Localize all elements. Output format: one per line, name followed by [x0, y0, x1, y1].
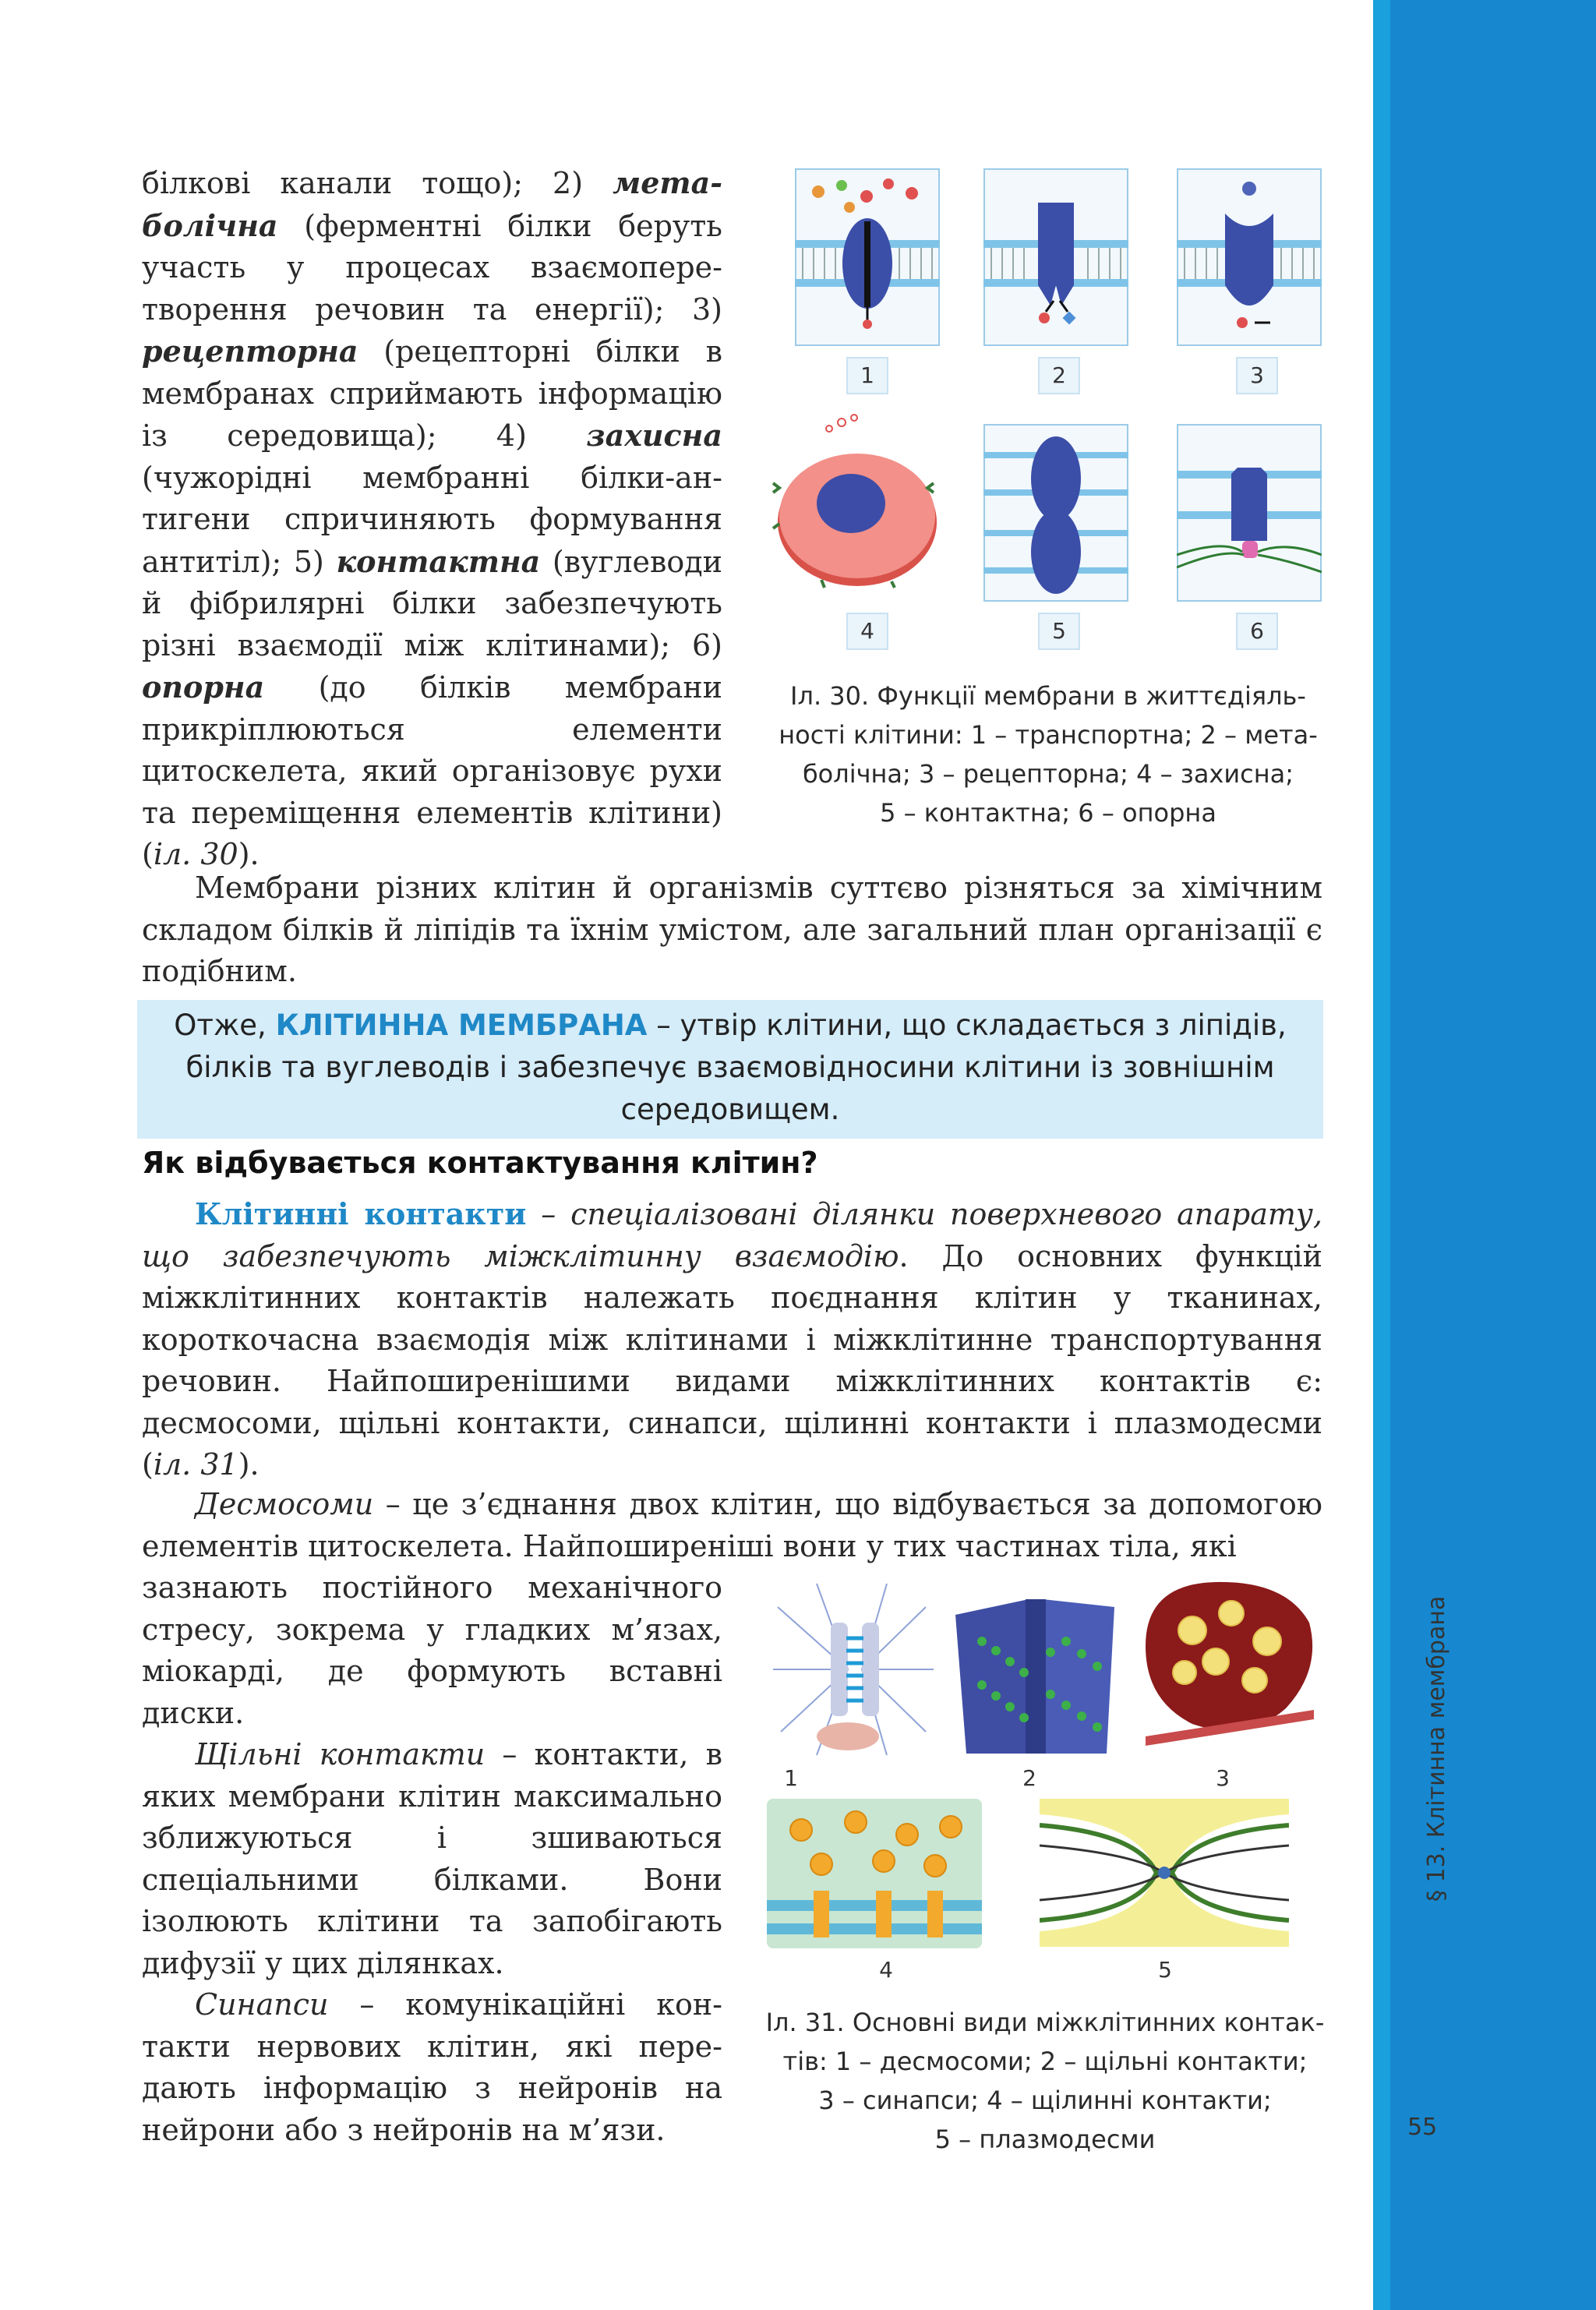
fig30-panel-2-metabolic: [983, 168, 1128, 346]
term-support: опорна: [142, 669, 265, 705]
term-synapses: Синапси: [195, 1987, 329, 2022]
figure-reference: іл. 30: [153, 837, 238, 871]
figure-reference: іл. 31: [153, 1447, 238, 1482]
caption-line: болічна; 3 – рецепторна; 4 – захисна;: [802, 759, 1294, 789]
contacts-definition: – спеціалізовані ділянки поверхневого апарату, що забезпечують міжклітинну взаємодію: [142, 1197, 1323, 1273]
summary-term: КЛІТИННА МЕМБРАНА: [275, 1008, 648, 1042]
fig30-panel-6-support: [1177, 424, 1322, 602]
fig30-number-3: 3: [1236, 357, 1278, 394]
fig30-panel-4-protective: [767, 411, 946, 592]
fig30-caption: [764, 676, 1333, 832]
caption-line: 5 – плазмодесми: [934, 2125, 1156, 2154]
side-strip: [1390, 0, 1596, 2310]
fig31-panel-4-gap-junction: [767, 1799, 982, 1948]
text-run: – контакти, в яких мембрани клітин максимально зближуються і зшиваються спеціальними білками. Вони ізолюють клітини та запобігають дифузії у цих ділянках.: [142, 1737, 722, 1980]
fig30-number-4: 4: [846, 613, 888, 650]
caption-line: 3 – синапси; 4 – щілинні контакти;: [818, 2086, 1272, 2115]
summary-rest: – утвір клітини, що складається з ліпідів, білків та вуглеводів і забезпечує взаємовідносини клітини із зовнішнім середовищем.: [185, 1008, 1287, 1126]
fig30-number-5: 5: [1038, 613, 1080, 650]
contacts-paragraph: [142, 1193, 1322, 1486]
section-heading: Як відбувається контактування клітин?: [142, 1146, 818, 1180]
side-strip-inner: [1373, 0, 1390, 2310]
membranes-paragraph: Мембрани різних клітин й організмів суттєво різняться за хімічним складом білків й ліпідів та їхнім умістом, але загальний план організації є подібним.: [142, 871, 1322, 988]
fig31-number-3: 3: [1216, 1765, 1230, 1791]
caption-line: тів: 1 – десмосоми; 2 – щільні контакти;: [782, 2047, 1308, 2076]
page-number: 55: [1407, 2114, 1438, 2141]
fig30-number-1: 1: [846, 357, 888, 394]
text-run: – комунікаційні контакти нервових клітин, які передають інформацію з нейронів на нейрони або з нейронів на м’язи.: [142, 1987, 722, 2147]
text-run: білкові канали тощо); 2): [142, 166, 613, 200]
fig31-number-1: 1: [784, 1765, 798, 1791]
caption-line: ності клітини: 1 – транспортна; 2 – мета-: [779, 720, 1318, 750]
term-desmosomes: Десмосоми: [195, 1487, 374, 1521]
functions-paragraph: [142, 162, 722, 876]
fig31-number-5: 5: [1158, 1957, 1172, 1983]
term-contact: контактна: [336, 543, 541, 579]
fig30-panel-3-receptor: [1177, 168, 1322, 346]
term-tight-junctions: Щільні контакти: [195, 1737, 486, 1771]
term-receptor: рецепторна: [142, 334, 358, 369]
text-run: (чужорідні мембранні білки-антигени спричиняють формування антитіл); 5): [142, 460, 722, 579]
text-run: . До основних функцій міжклітинних контактів належать поєднання клітин у тканинах, короткочасна взаємодія між клітинами і міжклітинне транспортування речовин. Найпоширенішими видами міжклітинних контактів є: десмосоми, щільні контакти, синапси, щілинні контакти і плазмодесми (: [142, 1238, 1322, 1482]
term-protective: захисна: [586, 418, 722, 453]
fig30-number-2: 2: [1038, 357, 1080, 394]
text-run: ).: [238, 837, 260, 871]
text-run: ).: [238, 1447, 260, 1482]
text-run: – це з’єднання двох клітин, що відбувається за допомогою елементів цитоскелета. Найпоширеніші вони у тих частинах тіла, які: [142, 1487, 1322, 1563]
running-head: § 13. Клітинна мембрана: [1423, 1595, 1450, 1902]
fig31-panel-3-synapse: [1130, 1576, 1322, 1761]
fig31-panel-1-desmosome: [770, 1576, 937, 1761]
text-run: (рецепторні білки в мембранах сприймають інформацію із середовища); 4): [142, 334, 722, 453]
fig30-panel-5-contact: [983, 424, 1128, 602]
fig31-caption: [761, 2003, 1329, 2159]
term-metabolic: метаболічна: [142, 165, 722, 243]
fig31-panel-5-plasmodesma: [1040, 1799, 1289, 1947]
tight-junctions-paragraph: [142, 1734, 722, 1984]
text-run: (вуглеводи й фібрилярні білки забезпечують різні взаємодії між клітинами); 6): [142, 544, 722, 662]
term-cell-contacts: Клітинні контакти: [195, 1196, 527, 1231]
fig31-number-4: 4: [879, 1957, 893, 1983]
caption-line: Іл. 31. Основні види міжклітинних контак-: [765, 2008, 1325, 2037]
summary-box: [137, 1000, 1323, 1139]
caption-line: 5 – контактна; 6 – опорна: [880, 798, 1216, 828]
fig31-number-2: 2: [1022, 1765, 1036, 1791]
fig30-number-6: 6: [1236, 613, 1278, 650]
fig31-panel-2-tight-junction: [951, 1576, 1122, 1761]
text-run: (до білків мембрани прикріплюються елементи цитоскелета, який організовує рухи та переміщення елементів клітини) (: [142, 670, 722, 871]
fig30-panel-1-transport: [795, 168, 940, 346]
synapses-paragraph: [142, 1984, 722, 2151]
desmosomes-paragraph-start: [142, 1484, 1322, 1567]
desmosomes-paragraph-end: зазнають постійного механічного стресу, зокрема у гладких м’язах, міокарді, де формують вставні диски.: [142, 1570, 722, 1730]
text-run: (ферментні білки беруть участь у процесах взаємоперетворення речовин та енергії); 3): [142, 208, 722, 327]
summary-lead: Отже,: [174, 1008, 276, 1042]
caption-line: Іл. 30. Функції мембрани в життєдіяль-: [790, 681, 1306, 711]
